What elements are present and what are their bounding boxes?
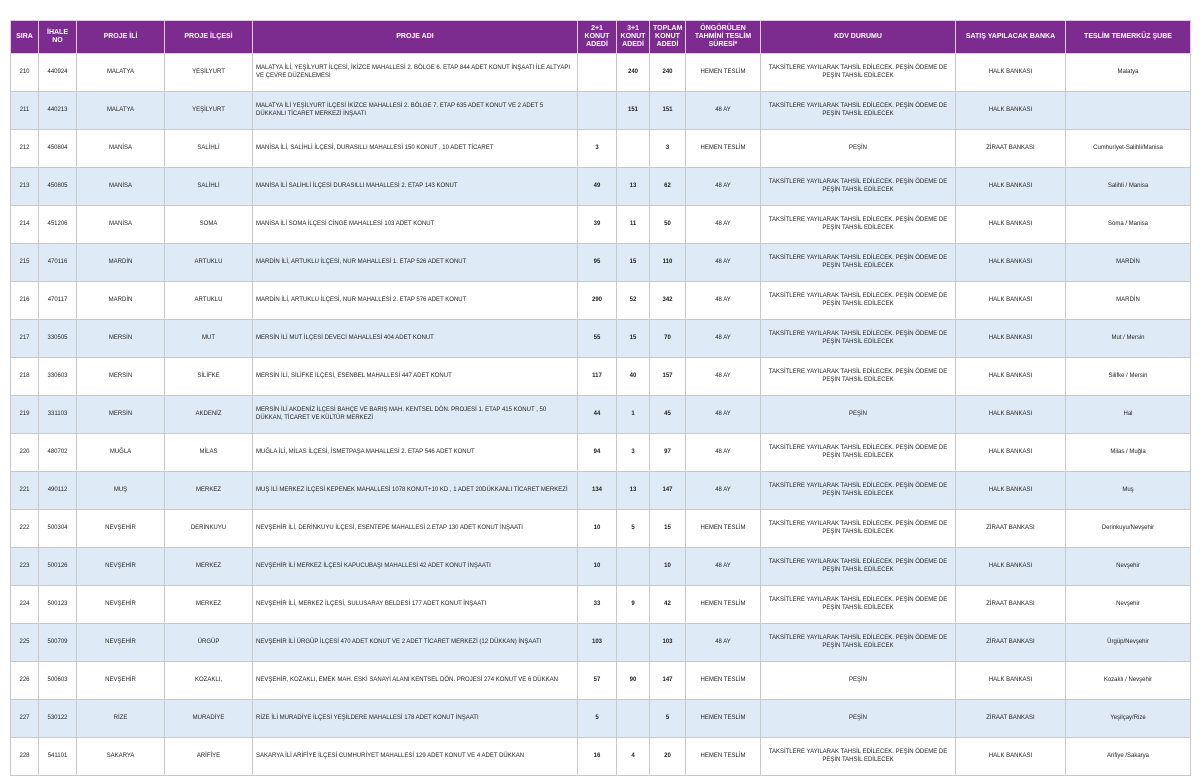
cell-ihale-no: 500304: [39, 510, 77, 548]
cell-proje-ili: MALATYA: [77, 54, 165, 92]
cell-proje-ili: NEVŞEHİR: [77, 510, 165, 548]
cell-3-1-konut: 151: [617, 92, 650, 130]
table-row: [11, 282, 1191, 320]
cell-ihale-no: 440213: [39, 92, 77, 130]
cell-3-1-konut: 13: [617, 472, 650, 510]
cell-2-1-konut: 94: [578, 434, 617, 472]
cell-proje-ilcesi: SİLİFKE: [165, 358, 253, 396]
cell-sube: Mut / Mersin: [1066, 320, 1191, 358]
cell-kdv-durumu: PEŞİN: [761, 662, 956, 700]
cell-kdv-durumu: PEŞİN: [761, 700, 956, 738]
cell-2-1-konut: 10: [578, 548, 617, 586]
cell-sira: 219: [11, 396, 39, 434]
table-row: [11, 206, 1191, 244]
cell-sube: Ürgüp/Nevşehir: [1066, 624, 1191, 662]
cell-teslim-suresi: HEMEN TESLİM: [686, 54, 761, 92]
cell-3-1-konut: 11: [617, 206, 650, 244]
cell-proje-ilcesi: ARİFİYE: [165, 738, 253, 776]
cell-proje-adi: NEVŞEHİR İLİ, DERİNKUYU İLÇESİ, ESENTEPE MAHALLESİ 2.ETAP 130 ADET KONUT İNŞAATI: [253, 510, 578, 548]
cell-sira: 210: [11, 54, 39, 92]
table-row: [11, 738, 1191, 776]
cell-proje-ili: NEVŞEHİR: [77, 662, 165, 700]
cell-2-1-konut: 5: [578, 700, 617, 738]
cell-toplam-konut: 50: [650, 206, 686, 244]
cell-banka: HALK BANKASI: [956, 662, 1066, 700]
table-row: [11, 700, 1191, 738]
col-header-sube: TESLİM TEMERKÜZ ŞUBE: [1066, 21, 1191, 54]
cell-sube: Milas / Muğla: [1066, 434, 1191, 472]
header-row: [11, 21, 1191, 54]
cell-proje-ili: MANİSA: [77, 206, 165, 244]
cell-sira: 220: [11, 434, 39, 472]
cell-toplam-konut: 103: [650, 624, 686, 662]
table-row: [11, 472, 1191, 510]
cell-proje-ilcesi: DERİNKUYU: [165, 510, 253, 548]
col-header-kdv-durumu: KDV DURUMU: [761, 21, 956, 54]
cell-kdv-durumu: TAKSİTLERE YAYILARAK TAHSİL EDİLECEK. PEŞİN ÖDEME DE PEŞİN TAHSİL EDİLECEK: [761, 586, 956, 624]
cell-teslim-suresi: 48 AY: [686, 396, 761, 434]
cell-sube: MARDİN: [1066, 244, 1191, 282]
cell-2-1-konut: 95: [578, 244, 617, 282]
cell-teslim-suresi: 48 AY: [686, 548, 761, 586]
cell-proje-ili: MUŞ: [77, 472, 165, 510]
cell-sube: Hal: [1066, 396, 1191, 434]
table-row: [11, 434, 1191, 472]
cell-proje-ilcesi: ÜRGÜP: [165, 624, 253, 662]
cell-kdv-durumu: TAKSİTLERE YAYILARAK TAHSİL EDİLECEK. PEŞİN ÖDEME DE PEŞİN TAHSİL EDİLECEK: [761, 548, 956, 586]
cell-sube: Cumhuriyet-Salihli/Manisa: [1066, 130, 1191, 168]
cell-kdv-durumu: TAKSİTLERE YAYILARAK TAHSİL EDİLECEK. PEŞİN ÖDEME DE PEŞİN TAHSİL EDİLECEK: [761, 510, 956, 548]
cell-ihale-no: 451206: [39, 206, 77, 244]
cell-proje-ili: NEVŞEHİR: [77, 586, 165, 624]
cell-ihale-no: 330603: [39, 358, 77, 396]
cell-banka: HALK BANKASI: [956, 54, 1066, 92]
cell-2-1-konut: 55: [578, 320, 617, 358]
cell-toplam-konut: 110: [650, 244, 686, 282]
cell-2-1-konut: 39: [578, 206, 617, 244]
cell-kdv-durumu: TAKSİTLERE YAYILARAK TAHSİL EDİLECEK. PEŞİN ÖDEME DE PEŞİN TAHSİL EDİLECEK: [761, 244, 956, 282]
cell-banka: HALK BANKASI: [956, 244, 1066, 282]
cell-sube: MARDİN: [1066, 282, 1191, 320]
cell-kdv-durumu: TAKSİTLERE YAYILARAK TAHSİL EDİLECEK. PEŞİN ÖDEME DE PEŞİN TAHSİL EDİLECEK: [761, 358, 956, 396]
cell-banka: HALK BANKASI: [956, 168, 1066, 206]
table-row: [11, 358, 1191, 396]
cell-teslim-suresi: 48 AY: [686, 320, 761, 358]
cell-2-1-konut: [578, 54, 617, 92]
cell-sube: Muş: [1066, 472, 1191, 510]
cell-sira: 221: [11, 472, 39, 510]
cell-proje-ili: MANİSA: [77, 130, 165, 168]
cell-sira: 218: [11, 358, 39, 396]
table-row: [11, 92, 1191, 130]
cell-3-1-konut: 5: [617, 510, 650, 548]
cell-teslim-suresi: 48 AY: [686, 206, 761, 244]
cell-sira: 222: [11, 510, 39, 548]
table-row: [11, 168, 1191, 206]
cell-proje-ili: NEVŞEHİR: [77, 548, 165, 586]
cell-proje-ilcesi: ARTUKLU: [165, 244, 253, 282]
cell-teslim-suresi: 48 AY: [686, 472, 761, 510]
cell-banka: ZİRAAT BANKASI: [956, 510, 1066, 548]
cell-toplam-konut: 15: [650, 510, 686, 548]
table-body: [11, 54, 1191, 776]
cell-proje-adi: MUŞ İLİ MERKEZ İLÇESİ KEPENEK MAHALLESİ 1078 KONUT+10 KD , 1 ADET 20DÜKKANLI TİCARET MERKEZİ: [253, 472, 578, 510]
cell-toplam-konut: 5: [650, 700, 686, 738]
cell-banka: HALK BANKASI: [956, 92, 1066, 130]
cell-sube: Arifiye /Sakarya: [1066, 738, 1191, 776]
cell-teslim-suresi: HEMEN TESLİM: [686, 662, 761, 700]
cell-toplam-konut: 147: [650, 662, 686, 700]
cell-banka: HALK BANKASI: [956, 548, 1066, 586]
cell-3-1-konut: 52: [617, 282, 650, 320]
cell-proje-adi: MALATYA İLİ, YEŞİLYURT İLÇESİ, İKİZCE MAHALLESİ 2. BÖLGE 6. ETAP 844 ADET KONUT İNŞAATI İLE ALTYAPI VE ÇEVRE DÜZENLEMESİ: [253, 54, 578, 92]
cell-ihale-no: 500709: [39, 624, 77, 662]
cell-teslim-suresi: HEMEN TESLİM: [686, 510, 761, 548]
cell-sira: 228: [11, 738, 39, 776]
cell-sira: 211: [11, 92, 39, 130]
cell-toplam-konut: 42: [650, 586, 686, 624]
cell-kdv-durumu: TAKSİTLERE YAYILARAK TAHSİL EDİLECEK. PEŞİN ÖDEME DE PEŞİN TAHSİL EDİLECEK: [761, 624, 956, 662]
cell-proje-adi: MERSİN İLİ AKDENİZ İLÇESİ BAHÇE VE BARIŞ MAH. KENTSEL DÖN. PROJESİ 1. ETAP 415 KONUT , 50 DÜKKAN, TİCARET VE KÜLTÜR MERKEZİ: [253, 396, 578, 434]
col-header-proje-ili: PROJE İLİ: [77, 21, 165, 54]
col-header-2-1-konut: 2+1 KONUT ADEDİ: [578, 21, 617, 54]
cell-proje-ili: MERSİN: [77, 358, 165, 396]
cell-ihale-no: 470116: [39, 244, 77, 282]
cell-proje-adi: MERSİN İLİ, SİLİFKE İLÇESİ, ESENBEL MAHALLESİ 447 ADET KONUT: [253, 358, 578, 396]
cell-teslim-suresi: 48 AY: [686, 168, 761, 206]
cell-2-1-konut: 33: [578, 586, 617, 624]
cell-toplam-konut: 157: [650, 358, 686, 396]
cell-teslim-suresi: HEMEN TESLİM: [686, 700, 761, 738]
cell-proje-ilcesi: KOZAKLI,: [165, 662, 253, 700]
cell-proje-ilcesi: SALİHLİ: [165, 168, 253, 206]
cell-proje-ilcesi: MUT: [165, 320, 253, 358]
cell-banka: HALK BANKASI: [956, 434, 1066, 472]
table-row: [11, 586, 1191, 624]
cell-sira: 226: [11, 662, 39, 700]
cell-proje-ilcesi: MERKEZ: [165, 472, 253, 510]
cell-teslim-suresi: HEMEN TESLİM: [686, 130, 761, 168]
cell-proje-ili: SAKARYA: [77, 738, 165, 776]
col-header-banka: SATIŞ YAPILACAK BANKA: [956, 21, 1066, 54]
cell-banka: HALK BANKASI: [956, 320, 1066, 358]
cell-sira: 227: [11, 700, 39, 738]
cell-proje-adi: NEVŞEHİR İLİ MERKEZ İLÇESİ KAPUCUBAŞI MAHALLESİ 42 ADET KONUT İNŞAATI: [253, 548, 578, 586]
cell-proje-ilcesi: SOMA: [165, 206, 253, 244]
cell-kdv-durumu: TAKSİTLERE YAYILARAK TAHSİL EDİLECEK. PEŞİN ÖDEME DE PEŞİN TAHSİL EDİLECEK: [761, 92, 956, 130]
cell-proje-ilcesi: MİLAS: [165, 434, 253, 472]
cell-2-1-konut: 44: [578, 396, 617, 434]
table-row: [11, 662, 1191, 700]
cell-ihale-no: 500123: [39, 586, 77, 624]
cell-toplam-konut: 70: [650, 320, 686, 358]
cell-toplam-konut: 240: [650, 54, 686, 92]
cell-proje-ili: MERSİN: [77, 396, 165, 434]
cell-2-1-konut: 16: [578, 738, 617, 776]
cell-kdv-durumu: TAKSİTLERE YAYILARAK TAHSİL EDİLECEK. PEŞİN ÖDEME DE PEŞİN TAHSİL EDİLECEK: [761, 206, 956, 244]
cell-proje-adi: MANİSA İLİ SALİHLİ İLÇESİ DURASILLI MAHALLESİ 2. ETAP 143 KONUT: [253, 168, 578, 206]
cell-ihale-no: 490112: [39, 472, 77, 510]
cell-3-1-konut: 90: [617, 662, 650, 700]
cell-sube: Kozaklı / Nevşehir: [1066, 662, 1191, 700]
cell-proje-adi: MANİSA İLİ, SALİHLİ İLÇESİ, DURASILLI MAHALLESİ 150 KONUT , 10 ADET TİCARET: [253, 130, 578, 168]
cell-proje-ilcesi: ARTUKLU: [165, 282, 253, 320]
cell-sube: Salihli / Manisa: [1066, 168, 1191, 206]
cell-toplam-konut: 10: [650, 548, 686, 586]
col-header-teslim-suresi: ÖNGÖRÜLEN TAHMİNİ TESLİM SÜRESİ*: [686, 21, 761, 54]
cell-ihale-no: 330505: [39, 320, 77, 358]
cell-proje-ili: MARDİN: [77, 244, 165, 282]
cell-2-1-konut: 290: [578, 282, 617, 320]
cell-sube: Nevşehir: [1066, 548, 1191, 586]
cell-teslim-suresi: 48 AY: [686, 244, 761, 282]
cell-proje-ilcesi: MURADİYE: [165, 700, 253, 738]
cell-banka: ZİRAAT BANKASI: [956, 624, 1066, 662]
cell-sira: 216: [11, 282, 39, 320]
cell-kdv-durumu: TAKSİTLERE YAYILARAK TAHSİL EDİLECEK. PEŞİN ÖDEME DE PEŞİN TAHSİL EDİLECEK: [761, 434, 956, 472]
col-header-proje-adi: PROJE ADI: [253, 21, 578, 54]
cell-proje-ilcesi: SALİHLİ: [165, 130, 253, 168]
cell-ihale-no: 440924: [39, 54, 77, 92]
table-row: [11, 510, 1191, 548]
cell-2-1-konut: 117: [578, 358, 617, 396]
cell-2-1-konut: 134: [578, 472, 617, 510]
cell-banka: HALK BANKASI: [956, 472, 1066, 510]
cell-2-1-konut: 49: [578, 168, 617, 206]
cell-sube: Malatya: [1066, 54, 1191, 92]
cell-teslim-suresi: 48 AY: [686, 434, 761, 472]
table-row: [11, 548, 1191, 586]
cell-3-1-konut: 240: [617, 54, 650, 92]
cell-proje-adi: MERSİN İLİ MUT İLÇESİ DEVECİ MAHALLESİ 404 ADET KONUT: [253, 320, 578, 358]
col-header-sira: SIRA: [11, 21, 39, 54]
cell-3-1-konut: 13: [617, 168, 650, 206]
cell-sira: 214: [11, 206, 39, 244]
cell-2-1-konut: 3: [578, 130, 617, 168]
cell-sira: 217: [11, 320, 39, 358]
cell-proje-ilcesi: YEŞİLYURT: [165, 54, 253, 92]
cell-proje-adi: MALATYA İLİ YEŞİLYURT İLÇESİ İKİZCE MAHALLESİ 2. BÖLGE 7. ETAP 635 ADET KONUT VE 2 ADET 5 DÜKKANLI TİCARET MERKEZİ İNŞAATI: [253, 92, 578, 130]
cell-3-1-konut: 40: [617, 358, 650, 396]
cell-kdv-durumu: TAKSİTLERE YAYILARAK TAHSİL EDİLECEK. PEŞİN ÖDEME DE PEŞİN TAHSİL EDİLECEK: [761, 320, 956, 358]
cell-kdv-durumu: PEŞİN: [761, 396, 956, 434]
cell-proje-adi: MARDİN İLİ, ARTUKLU İLÇESİ, NUR MAHALLESİ 1. ETAP 526 ADET KONUT: [253, 244, 578, 282]
cell-3-1-konut: 9: [617, 586, 650, 624]
cell-proje-ilcesi: YEŞİLYURT: [165, 92, 253, 130]
cell-proje-adi: NEVŞEHİR, KOZAKLI, EMEK MAH. ESKİ SANAYİ ALANI KENTSEL DÖN. PROJESİ 274 KONUT VE 6 DÜKKAN: [253, 662, 578, 700]
cell-toplam-konut: 147: [650, 472, 686, 510]
cell-proje-ilcesi: AKDENİZ: [165, 396, 253, 434]
project-table: [10, 20, 1191, 776]
cell-sube: Yeşilçay/Rize: [1066, 700, 1191, 738]
cell-2-1-konut: [578, 92, 617, 130]
cell-proje-ili: MARDİN: [77, 282, 165, 320]
cell-proje-ili: MALATYA: [77, 92, 165, 130]
cell-proje-ilcesi: MERKEZ: [165, 548, 253, 586]
cell-teslim-suresi: 48 AY: [686, 282, 761, 320]
cell-ihale-no: 450805: [39, 168, 77, 206]
cell-ihale-no: 530122: [39, 700, 77, 738]
cell-kdv-durumu: TAKSİTLERE YAYILARAK TAHSİL EDİLECEK. PEŞİN ÖDEME DE PEŞİN TAHSİL EDİLECEK: [761, 54, 956, 92]
cell-3-1-konut: [617, 548, 650, 586]
cell-kdv-durumu: TAKSİTLERE YAYILARAK TAHSİL EDİLECEK. PEŞİN ÖDEME DE PEŞİN TAHSİL EDİLECEK: [761, 168, 956, 206]
cell-banka: ZİRAAT BANKASI: [956, 130, 1066, 168]
cell-toplam-konut: 3: [650, 130, 686, 168]
cell-toplam-konut: 20: [650, 738, 686, 776]
cell-sira: 225: [11, 624, 39, 662]
cell-sube: Silifke / Mersin: [1066, 358, 1191, 396]
cell-proje-adi: SAKARYA İLİ ARİFİYE İLÇESİ CUMHURİYET MAHALLESİ 129 ADET KONUT VE 4 ADET DÜKKAN: [253, 738, 578, 776]
col-header-ihale-no: İHALE NO: [39, 21, 77, 54]
cell-banka: HALK BANKASI: [956, 358, 1066, 396]
cell-proje-ili: MERSİN: [77, 320, 165, 358]
cell-toplam-konut: 151: [650, 92, 686, 130]
cell-kdv-durumu: TAKSİTLERE YAYILARAK TAHSİL EDİLECEK. PEŞİN ÖDEME DE PEŞİN TAHSİL EDİLECEK: [761, 282, 956, 320]
cell-kdv-durumu: PEŞİN: [761, 130, 956, 168]
cell-3-1-konut: [617, 130, 650, 168]
document-page: [10, 20, 1190, 776]
cell-proje-ilcesi: MERKEZ: [165, 586, 253, 624]
cell-toplam-konut: 97: [650, 434, 686, 472]
cell-teslim-suresi: HEMEN TESLİM: [686, 586, 761, 624]
cell-sira: 212: [11, 130, 39, 168]
cell-proje-ili: MUĞLA: [77, 434, 165, 472]
cell-3-1-konut: 1: [617, 396, 650, 434]
col-header-toplam-konut: TOPLAM KONUT ADEDİ: [650, 21, 686, 54]
cell-teslim-suresi: 48 AY: [686, 92, 761, 130]
cell-2-1-konut: 57: [578, 662, 617, 700]
cell-sube: Nevşehir: [1066, 586, 1191, 624]
cell-ihale-no: 500603: [39, 662, 77, 700]
cell-proje-ili: MANİSA: [77, 168, 165, 206]
col-header-3-1-konut: 3+1 KONUT ADEDİ: [617, 21, 650, 54]
cell-proje-ili: NEVŞEHİR: [77, 624, 165, 662]
table-row: [11, 624, 1191, 662]
cell-ihale-no: 500126: [39, 548, 77, 586]
table-row: [11, 396, 1191, 434]
table-row: [11, 54, 1191, 92]
cell-teslim-suresi: 48 AY: [686, 358, 761, 396]
cell-3-1-konut: 15: [617, 320, 650, 358]
table-row: [11, 244, 1191, 282]
cell-toplam-konut: 45: [650, 396, 686, 434]
cell-proje-adi: RİZE İLİ MURADİYE İLÇESİ YEŞİLDERE MAHALLESİ 178 ADET KONUT İNŞAATI: [253, 700, 578, 738]
col-header-proje-ilcesi: PROJE İLÇESİ: [165, 21, 253, 54]
cell-banka: ZİRAAT BANKASI: [956, 586, 1066, 624]
cell-banka: HALK BANKASI: [956, 282, 1066, 320]
table-row: [11, 130, 1191, 168]
cell-sira: 223: [11, 548, 39, 586]
cell-teslim-suresi: HEMEN TESLİM: [686, 738, 761, 776]
table-row: [11, 320, 1191, 358]
cell-2-1-konut: 103: [578, 624, 617, 662]
cell-banka: HALK BANKASI: [956, 206, 1066, 244]
cell-3-1-konut: 3: [617, 434, 650, 472]
cell-banka: HALK BANKASI: [956, 738, 1066, 776]
cell-3-1-konut: 4: [617, 738, 650, 776]
cell-ihale-no: 541101: [39, 738, 77, 776]
cell-proje-adi: NEVŞEHİR İLİ, MERKEZ İLÇESİ, SULUSARAY BELDESİ 177 ADET KONUT İNŞAATI: [253, 586, 578, 624]
cell-proje-ili: RİZE: [77, 700, 165, 738]
cell-proje-adi: MARDİN İLİ, ARTUKLU İLÇESİ, NUR MAHALLESİ 2. ETAP 576 ADET KONUT: [253, 282, 578, 320]
cell-proje-adi: MANİSA İLİ SOMA İLÇESİ CİNGE MAHALLESİ 103 ADET KONUT: [253, 206, 578, 244]
cell-proje-adi: MUĞLA İLİ, MİLAS İLÇESİ, İSMETPAŞA MAHALLESİ 2. ETAP 546 ADET KONUT: [253, 434, 578, 472]
cell-sira: 213: [11, 168, 39, 206]
cell-toplam-konut: 62: [650, 168, 686, 206]
cell-toplam-konut: 342: [650, 282, 686, 320]
cell-kdv-durumu: TAKSİTLERE YAYILARAK TAHSİL EDİLECEK. PEŞİN ÖDEME DE PEŞİN TAHSİL EDİLECEK: [761, 738, 956, 776]
cell-3-1-konut: [617, 624, 650, 662]
cell-ihale-no: 480702: [39, 434, 77, 472]
cell-ihale-no: 331103: [39, 396, 77, 434]
cell-sube: Derinkuyu/Nevşehir: [1066, 510, 1191, 548]
cell-kdv-durumu: TAKSİTLERE YAYILARAK TAHSİL EDİLECEK. PEŞİN ÖDEME DE PEŞİN TAHSİL EDİLECEK: [761, 472, 956, 510]
cell-sira: 215: [11, 244, 39, 282]
cell-teslim-suresi: 48 AY: [686, 624, 761, 662]
cell-sira: 224: [11, 586, 39, 624]
cell-2-1-konut: 10: [578, 510, 617, 548]
cell-ihale-no: 470117: [39, 282, 77, 320]
cell-proje-adi: NEVŞEHİR İLİ ÜRGÜP İLÇESİ 470 ADET KONUT VE 2 ADET TİCARET MERKEZİ (12 DÜKKAN) İNŞAATI: [253, 624, 578, 662]
cell-3-1-konut: 15: [617, 244, 650, 282]
cell-ihale-no: 450804: [39, 130, 77, 168]
cell-sube: Soma / Manisa: [1066, 206, 1191, 244]
cell-3-1-konut: [617, 700, 650, 738]
cell-banka: HALK BANKASI: [956, 396, 1066, 434]
cell-banka: ZİRAAT BANKASI: [956, 700, 1066, 738]
cell-sube: [1066, 92, 1191, 130]
